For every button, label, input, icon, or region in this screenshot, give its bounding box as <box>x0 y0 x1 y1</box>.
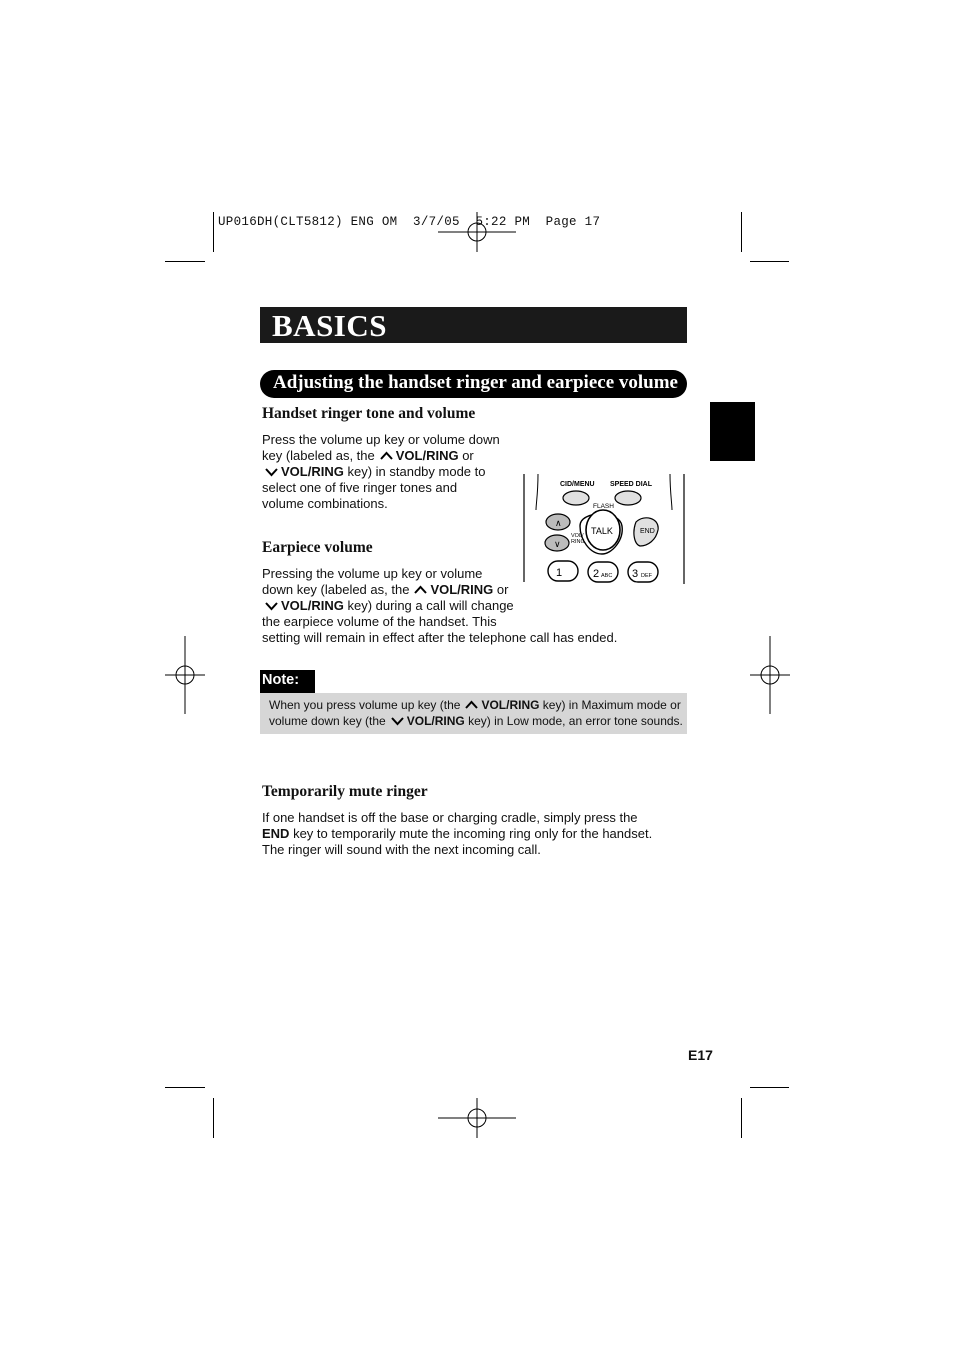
registration-mark-left <box>165 636 205 714</box>
key-2-label: 2 <box>593 568 600 580</box>
text-line: If one handset is off the base or charging cradle, simply press the <box>262 810 638 825</box>
speed-dial-button <box>615 491 641 505</box>
speed-dial-label: SPEED DIAL <box>610 481 653 488</box>
text-line: VOL/RING key) in standby mode to <box>262 464 500 480</box>
up-arrow-icon <box>379 451 394 461</box>
down-arrow-icon <box>390 716 405 726</box>
text-line: Pressing the volume up key or volume <box>262 566 483 581</box>
key-1-label: 1 <box>556 567 563 579</box>
note-text: When you press volume up key (the VOL/RING key) in Maximum mode or volume down key (the VOL/RING key) in Low mode, an error tone sounds. <box>269 698 683 728</box>
page-number: E17 <box>688 1047 713 1063</box>
text-line: volume combinations. <box>262 496 388 511</box>
note-box <box>260 693 687 734</box>
up-arrow-icon <box>464 700 479 710</box>
earpiece-heading: Earpiece volume <box>262 539 373 556</box>
down-arrow-icon <box>264 601 279 611</box>
registration-mark-right <box>750 636 790 714</box>
up-arrow-icon <box>413 585 428 595</box>
note-label-text: Note: <box>262 672 300 688</box>
text-line: END key to temporarily mute the incoming ring only for the handset. <box>262 826 653 841</box>
mute-heading: Temporarily mute ringer <box>262 783 428 800</box>
topic-title: Adjusting the handset ringer and earpiece volume <box>273 372 678 393</box>
text-line: The ringer will sound with the next incoming call. <box>262 842 541 857</box>
cid-menu-button <box>563 491 589 505</box>
text-line: key (labeled as, the VOL/RING or <box>262 448 474 463</box>
down-arrow-icon <box>264 467 279 477</box>
registration-mark-top <box>438 212 516 252</box>
topic-header <box>260 370 687 398</box>
end-label: END <box>640 528 655 535</box>
note-label <box>260 670 315 693</box>
vol-ring-key-label: VOL/RING <box>281 464 344 479</box>
key-3-sub: DEF <box>641 573 652 579</box>
vol-ring-key-label: VOL/RING <box>481 698 540 712</box>
cid-menu-label: CID/MENU <box>560 481 595 488</box>
mute-paragraph <box>262 810 652 858</box>
text-line: the earpiece volume of the handset. This <box>262 614 497 629</box>
section-title: BASICS <box>272 308 387 343</box>
vol-down-symbol: ∨ <box>554 539 561 549</box>
text-line: select one of five ringer tones and <box>262 480 458 495</box>
key-3-label: 3 <box>632 568 639 580</box>
earpiece-paragraph <box>262 566 617 646</box>
text-line: down key (labeled as, the VOL/RING or <box>262 582 509 597</box>
ring-label: RING <box>571 539 585 545</box>
section-header <box>260 307 687 343</box>
talk-label: TALK <box>591 526 613 536</box>
registration-mark-bottom <box>438 1098 516 1138</box>
ringer-paragraph <box>262 432 500 512</box>
vol-ring-key-label: VOL/RING <box>281 598 344 613</box>
text-line: Press the volume up key or volume down <box>262 432 500 447</box>
text-line: setting will remain in effect after the telephone call has ended. <box>262 630 618 645</box>
ringer-heading: Handset ringer tone and volume <box>262 405 476 422</box>
end-key-label: END <box>262 826 290 841</box>
vol-ring-key-label: VOL/RING <box>406 714 465 728</box>
flash-label: FLASH <box>593 503 614 510</box>
key-2-sub: ABC <box>601 573 613 579</box>
vol-up-symbol: ∧ <box>555 518 562 528</box>
print-header: UP016DH(CLT5812) ENG OM 3/7/05 5:22 PM Page 17 <box>218 215 601 229</box>
vol-ring-key-label: VOL/RING <box>430 582 494 597</box>
vol-ring-key-label: VOL/RING <box>395 448 459 463</box>
vol-label: VOL/ <box>571 533 584 539</box>
chapter-tab <box>710 402 755 461</box>
text-line: VOL/RING key) during a call will change <box>262 598 617 614</box>
